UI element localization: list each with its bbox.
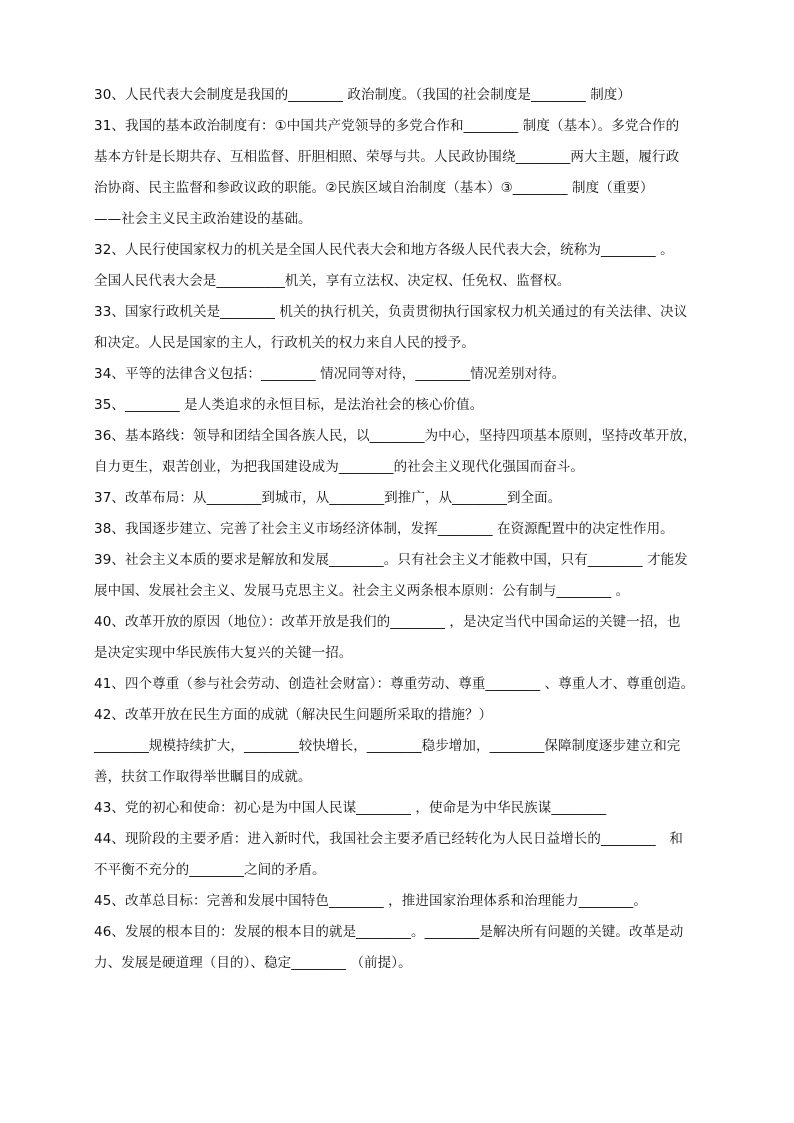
text-line: 全国人民代表大会是__________机关，享有立法权、决定权、任免权、监督权。 [94, 273, 571, 289]
text-line: 是决定实现中华民族伟大复兴的关键一招。 [94, 645, 353, 661]
text-line: 38、我国逐步建立、完善了社会主义市场经济体制，发挥________ 在资源配置中的决定性作用。 [94, 521, 674, 537]
document-body [94, 80, 714, 979]
text-line: 力、发展是硬道理（目的）、稳定________ （前提）。 [94, 955, 412, 971]
text-line: 31、我国的基本政治制度有：①中国共产党领导的多党合作和________ 制度（基本）。多党合作的 [94, 118, 680, 134]
text-line: 36、基本路线：领导和团结全国各族人民，以________为中心，坚持四项基本原则，坚持改革开放， [94, 428, 697, 444]
text-line: 35、________ 是人类追求的永恒目标，是法治社会的核心价值。 [94, 397, 484, 413]
text-line: 自力更生，艰苦创业，为把我国建设成为________的社会主义现代化强国而奋斗。 [94, 459, 584, 475]
text-line: 基本方针是长期共存、互相监督、肝胆相照、荣辱与共。人民政协围绕________两大主题，履行政 [94, 149, 680, 165]
text-line: 34、平等的法律含义包括：________ 情况同等对待，________情况差别对待。 [94, 366, 566, 382]
text-line: 32、人民行使国家权力的机关是全国人民代表大会和地方各级人民代表大会，统称为________ 。 [94, 242, 674, 258]
text-line: 30、人民代表大会制度是我国的________ 政治制度。（我国的社会制度是________ 制度） [94, 87, 632, 103]
text-line: 治协商、民主监督和参政议政的职能。②民族区域自治制度（基本）③________ 制度（重要） [94, 180, 654, 196]
text-line: ________规模持续扩大，________较快增长，________稳步增加，________保障制度逐步建立和完 [94, 738, 681, 754]
text-line: 42、改革开放在民生方面的成就（解决民生问题所采取的措施？） [94, 707, 493, 723]
text-line: 40、改革开放的原因（地位）：改革开放是我们的________ ，是决定当代中国命运的关键一招，也 [94, 614, 681, 630]
text-line: 45、改革总目标：完善和发展中国特色________ ，推进国家治理体系和治理能力________。 [94, 893, 647, 909]
text-line: 和决定。人民是国家的主人，行政机关的权力来自人民的授予。 [94, 335, 475, 351]
text-line: 33、国家行政机关是________ 机关的执行机关，负责贯彻执行国家权力机关通过的有关法律、决议 [94, 304, 688, 320]
text-line: 43、党的初心和使命：初心是为中国人民谋________ ，使命是为中华民族谋________ [94, 800, 607, 816]
text-line: 41、四个尊重（参与社会劳动、创造社会财富）：尊重劳动、尊重________ 、尊重人才、尊重创造。 [94, 676, 695, 692]
text-line: 44、现阶段的主要矛盾：进入新时代，我国社会主要矛盾已经转化为人民日益增长的________ 和 [94, 831, 683, 847]
text-line: 39、社会主义本质的要求是解放和发展________。只有社会主义才能救中国，只有________ 才能发 [94, 552, 688, 568]
text-line: 善，扶贫工作取得举世瞩目的成就。 [94, 769, 312, 785]
text-line: 46、发展的根本目的：发展的根本目的就是________。________是解决所有问题的关键。改革是动 [94, 924, 684, 940]
text-line: 展中国、发展社会主义、发展马克思主义。社会主义两条根本原则：公有制与________ 。 [94, 583, 630, 599]
text-line: ——社会主义民主政治建设的基础。 [94, 211, 312, 227]
text-line: 不平衡不充分的________之间的矛盾。 [94, 862, 326, 878]
text-line: 37、改革布局：从________到城市，从________到推广，从________到全面。 [94, 490, 562, 506]
